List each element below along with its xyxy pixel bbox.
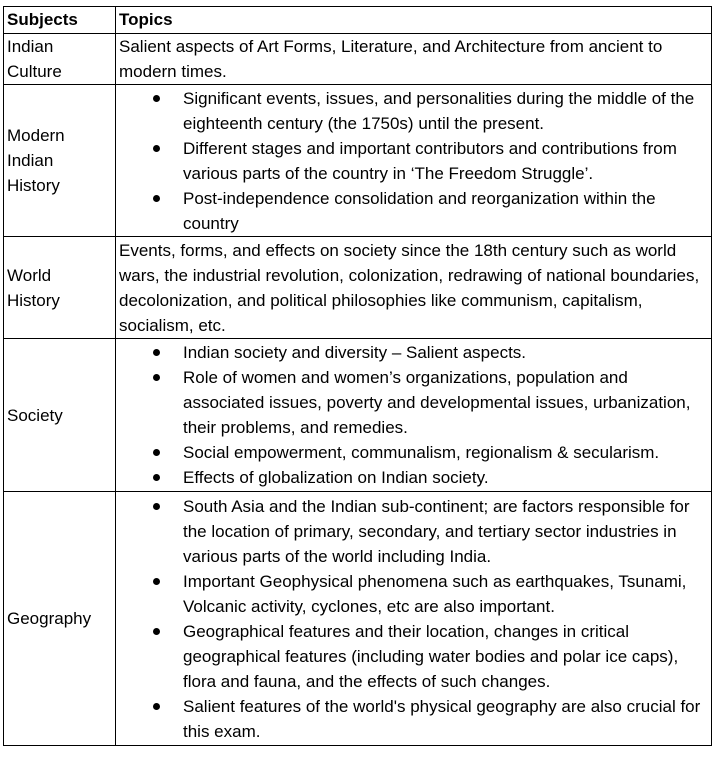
list-item <box>119 494 708 569</box>
bullet-list <box>119 494 708 744</box>
subject-line: History <box>7 290 60 310</box>
subject-line: World <box>7 265 52 285</box>
table-row-geography <box>4 492 712 746</box>
table-row-modern-indian-history <box>4 85 712 237</box>
header-subjects: Subjects <box>4 7 116 34</box>
list-item <box>119 186 708 236</box>
header-topics: Topics <box>116 7 712 34</box>
subject-line: Society <box>7 405 63 425</box>
syllabus-table <box>3 6 712 746</box>
subject-line: Geography <box>7 609 92 628</box>
list-item <box>119 694 708 744</box>
topic-cell <box>116 492 712 746</box>
bullet-text: Important Geophysical phenomena such as earthquakes, Tsunami, Volcanic activity, cyclones, etc are also important. <box>183 571 687 616</box>
topic-text: Salient aspects of Art Forms, Literature, and Architecture from ancient to modern times. <box>119 37 663 81</box>
bullet-text: Different stages and important contributors and contributions from various parts of the country in ‘The Freedom Struggle’. <box>183 138 677 183</box>
subject-cell <box>4 237 116 339</box>
bullet-text: Salient features of the world's physical geography are also crucial for this exam. <box>183 696 701 741</box>
bullet-icon <box>153 449 160 456</box>
list-item <box>119 340 708 365</box>
bullet-icon <box>153 503 160 510</box>
bullet-icon <box>153 374 160 381</box>
bullet-icon <box>153 628 160 635</box>
bullet-text: Effects of globalization on Indian society. <box>183 468 489 487</box>
subject-line: Indian <box>7 151 54 170</box>
bullet-text: Post-independence consolidation and reorganization within the country <box>183 188 656 233</box>
table-row-world-history <box>4 237 712 339</box>
subject-line: History <box>7 176 60 195</box>
bullet-icon <box>153 474 160 481</box>
bullet-icon <box>153 145 160 152</box>
topic-text: Events, forms, and effects on society since the 18th century such as world wars, the industrial revolution, colonization, redrawing of national boundaries, decolonization, and political philosophies like communism, capitalism, socialism, etc. <box>119 240 700 335</box>
subject-cell <box>4 85 116 237</box>
subject-cell <box>4 34 116 85</box>
subject-cell <box>4 492 116 746</box>
topic-cell <box>116 339 712 492</box>
subject-line: Indian <box>7 37 54 56</box>
list-item <box>119 365 708 440</box>
list-item <box>119 569 708 619</box>
table-header-row <box>4 7 712 34</box>
list-item <box>119 136 708 186</box>
bullet-list <box>119 86 708 236</box>
bullet-icon <box>153 95 160 102</box>
bullet-text: South Asia and the Indian sub-continent; are factors responsible for the location of primary, secondary, and tertiary sector industries in various parts of the world including India. <box>183 496 690 566</box>
bullet-text: Role of women and women’s organizations, population and associated issues, poverty and developmental issues, urbanization, their problems, and remedies. <box>183 368 691 437</box>
subject-line: Modern <box>7 126 65 145</box>
topic-cell <box>116 34 712 85</box>
subject-line: Culture <box>7 62 62 81</box>
list-item <box>119 465 708 490</box>
topic-cell <box>116 85 712 237</box>
bullet-list <box>119 340 708 490</box>
list-item <box>119 440 708 465</box>
table-row-society <box>4 339 712 492</box>
subject-cell <box>4 339 116 492</box>
bullet-text: Geographical features and their location, changes in critical geographical features (including water bodies and polar ice caps), flora and fauna, and the effects of such changes. <box>183 621 679 691</box>
bullet-text: Indian society and diversity – Salient aspects. <box>183 343 527 362</box>
topic-cell <box>116 237 712 339</box>
list-item <box>119 86 708 136</box>
bullet-icon <box>153 578 160 585</box>
bullet-icon <box>153 195 160 202</box>
bullet-icon <box>153 349 160 356</box>
table-row-indian-culture <box>4 34 712 85</box>
bullet-text: Social empowerment, communalism, regionalism & secularism. <box>183 443 660 462</box>
list-item <box>119 619 708 694</box>
bullet-text: Significant events, issues, and personalities during the middle of the eighteenth century (the 1750s) until the present. <box>183 88 695 133</box>
bullet-icon <box>153 703 160 710</box>
